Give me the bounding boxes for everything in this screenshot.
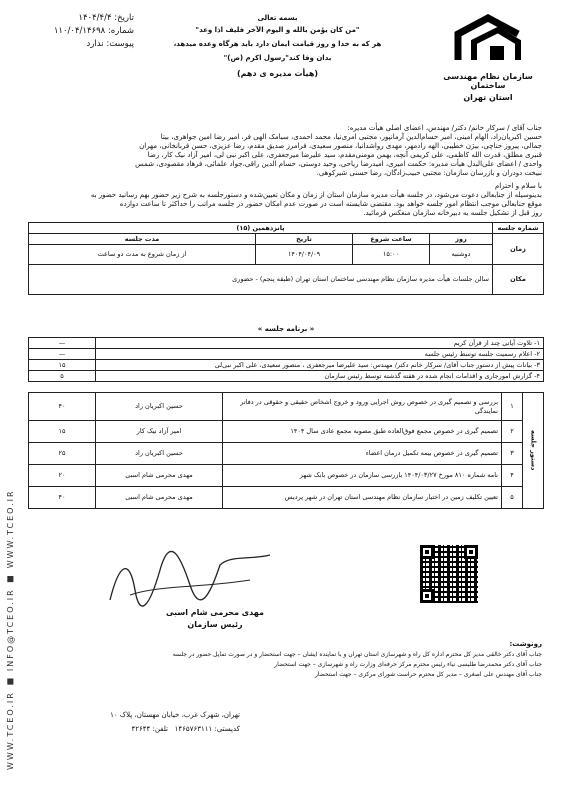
copies-line: جناب آقای دکتر محمدرضا طلیسی نیاء رئیس محترم مرکز حرفه‌ای وزارت راه و شهرسازی – جهت استحضار [274, 661, 542, 668]
header-quote [165, 14, 390, 78]
footer-address: تهران، شهرک غرب، خیابان مهستان، پلاک ۱۰ [110, 711, 240, 719]
date-label-cell: تاریخ [256, 234, 353, 245]
recipients-line: قنبری مطلق، قدرت الله کاظمی، علی کریمی آنچه، بهمن مومنی‌مقدم، سید علیرضا میرجعفری، علی اکبر نبی لی، امیر آزاد نیک کار، رضا [147, 151, 542, 159]
agenda-item-time: ۴۰ [29, 487, 96, 509]
place-value: سالن جلسات هیأت مدیره سازمان نظام مهندسی ساختمان استان تهران (طبقه پنجم) - حضوری [29, 265, 493, 295]
attachment-row [14, 38, 134, 51]
number-label: شماره: [107, 26, 134, 36]
agenda-item-time: ۲۵ [29, 443, 96, 465]
intro-line: روز قبل از تشکیل جلسه به دبیرخانه سازمان منعکس فرمائید. [363, 209, 542, 217]
copies-title: رونوشت: [509, 640, 542, 648]
agenda-item-presenter: مهدی محرمی شام اسبی [96, 487, 223, 509]
copies-line: جناب آقای دکتر خالقی مدیر کل محترم اداره کل راه و شهرسازی استان تهران و با نماینده ایشان – جهت استحضار و در صورت تمایل حضور در جلسه [172, 651, 542, 658]
footer-phone: تلفن: ۴۲۶۴۴ [131, 725, 168, 733]
org-logo-icon [438, 12, 538, 64]
agenda-item-time: ۴۰ [29, 393, 96, 421]
agenda-item-row [29, 487, 544, 509]
agenda-item-time: ۱۵ [29, 421, 96, 443]
agenda-items-table [28, 392, 544, 509]
signature-block [100, 550, 300, 629]
agenda-item-no: ۳ [502, 443, 523, 465]
copies-line: جناب آقای مهندس علی اصغری – مدیر کل محترم حراست شورای مرکزی – جهت استحضار [315, 671, 542, 678]
recipients [30, 124, 542, 178]
number-value: ۱۱۰/۰۴/۱۴۶۹۸ [53, 26, 106, 36]
agenda-item-row [29, 443, 544, 465]
quote-arabic: "من کان یؤمن بالله و الیوم الآخر فلیف اذا وعد" [195, 26, 360, 34]
agenda-item-presenter: حسین اکبریان راد [96, 443, 223, 465]
website-strip: WWW.TCEO.IR ■ INFO@TCEO.IR ■ WWW.TCEO.IR [6, 489, 15, 770]
agenda-item-presenter: مهدی محرمی شام اسبی [96, 465, 223, 487]
date-value-cell: ۱۴۰۴/۰۴/۰۹ [256, 245, 353, 265]
bismillah: بسمه تعالی [257, 14, 298, 22]
intro-line: بدینوسیله از جنابعالی دعوت می‌شود، در جلسه هیأت مدیره سازمان استان از زمان و مکان تعیین‌شده و دستورجلسه به شرح زیر حضور بهم رسانید حضور به [90, 191, 542, 199]
session-no-label: شماره جلسه [493, 223, 544, 234]
recipients-line: جمالی، پیروز حناچی، بیژن خطیبی، الهه رادمهر، مهدی رواشدانیا، منصور سعیدی، فرامرز صدیق مقدم، رضا عزیزی، حسن فربانخانی، مهران [139, 142, 542, 150]
agenda-item-row [29, 421, 544, 443]
agenda-item-time: ۲۰ [29, 465, 96, 487]
agenda-item-text: بررسی و تصمیم گیری در خصوص روش اجرایی ورود و خروج اشخاص حقیقی و حقوقی در دفاتر نمایندگی [223, 393, 502, 421]
attachment-label: پیوست: [106, 39, 134, 49]
agenda-item-no: ۴ [502, 465, 523, 487]
quote-attribution: بدان وفا کند"رسول اکرم (ص)" [223, 54, 332, 62]
org-name: سازمان نظام مهندسی ساختمان [443, 72, 533, 90]
meeting-table [28, 222, 544, 295]
day-value: دوشنبه [430, 245, 493, 265]
intro [30, 182, 542, 218]
greeting: با سلام و احترام [494, 182, 542, 190]
signer-title: رئیس سازمان [187, 620, 243, 629]
intro-line: موقع جنابعالی موجب انتظام امور جلسه خواهد بود. مقتضی شایسته است در صورت عدم امکان حضور در جلسه مراتب را حداکثر تا ساعت دوازده [119, 200, 542, 208]
place-label: مکان [493, 265, 544, 295]
quote-translation: هر که به خدا و روز قیامت ایمان دارد باید هرگاه وعده میدهد، [173, 40, 382, 48]
agenda-general-row [29, 360, 544, 371]
recipients-line: حسین اکبریان‌راد، الهام امینی، امیر حسام‌الدین آرمانپور، مجتبی امری‌نیا، محمد احمدی، سیامک الهی فر، امیر رضا امین جواهری، بیتا [160, 133, 542, 141]
start-value: ۱۵:۰۰ [353, 245, 430, 265]
agenda-item-no: ۵ [502, 487, 523, 509]
recipients-line: نبیخت دودران و بازرسان سازمان: مجتبی حبیب‌زادگان، رضا حسنی شیرکوهی. [316, 169, 542, 177]
date-value: ۱۴۰۴/۴/۴ [78, 13, 112, 23]
agenda-item-text: تعیین تکلیف زمین در اختیار سازمان نظام مهندسی استان تهران در شهر پردیس [223, 487, 502, 509]
agenda-general-row [29, 371, 544, 382]
agenda-general-row [29, 349, 544, 360]
start-label: ساعت شروع [353, 234, 430, 245]
footer-contact [80, 722, 240, 736]
attachment-value: ندارد [86, 39, 104, 49]
number-row [14, 25, 134, 38]
copies [30, 640, 542, 679]
agenda-title: « برنامه جلسه » [257, 325, 315, 333]
duration-label: مدت جلسه [29, 234, 256, 245]
session-no-value: پانزدهمین (۱۵) [29, 223, 493, 234]
signer-name: مهدی محرمی شام اسبی [166, 608, 264, 617]
agenda-item-presenter: امیر آزاد نیک کار [96, 421, 223, 443]
agenda-item-no: ۲ [502, 421, 523, 443]
agenda-item-row [29, 393, 544, 421]
recipients-line: واحدی / اعضای علی‌البدل هیأت مدیره: حکمت امیری، امیدرضا ریاحی، وحید دوستی، حسام الدین راقی،جواد علمائی، فرهاد مقصودی، شمس [135, 160, 542, 168]
date-row [14, 12, 134, 25]
agenda-item-text: نامه شماره ۸۱۰ مورخ ۱۴۰۴/۰۳/۲۷ بازرسی سازمان در خصوص بانک شهر [223, 465, 502, 487]
agenda-general-table [28, 337, 544, 382]
qr-code [420, 545, 478, 603]
agenda-item-no: ۱ [502, 393, 523, 421]
org-province: استان تهران [463, 93, 513, 102]
session-title: (هیأت مدیره ی دهم) [236, 69, 319, 78]
agenda-section-label: دستور جلسه [523, 393, 544, 509]
agenda-general-time: ۱۵ [29, 360, 96, 371]
footer-postal: کدپستی: ۱۴۶۵۷۶۳۱۱۱ [174, 725, 240, 733]
signature-scribble [100, 550, 280, 610]
footer [80, 708, 240, 736]
agenda-item-presenter: حسین اکبریان راد [96, 393, 223, 421]
time-label: زمان [493, 234, 544, 265]
day-label: روز [430, 234, 493, 245]
agenda-general-text: ۴- گزارش امورجاری و اقدامات انجام شده در هفته گذشته توسط رئیس سازمان [96, 371, 544, 382]
agenda-general-time: — [29, 338, 96, 349]
letter-meta [14, 12, 134, 51]
agenda-general-row [29, 338, 544, 349]
agenda-item-text: تصمیم گیری در خصوص بیمه تکمیل درمان اعضاء [223, 443, 502, 465]
recipients-line: جناب آقای / سرکار خانم/ دکتر/ مهندس، اعضای اصلی هیأت مدیره: [347, 124, 542, 132]
agenda-general-text: ۳- بیانات پیش از دستور جناب آقای/ سرکار خانم دکتر/ مهندس: سید علیرضا میرجعفری ، منصور سعیدی، علی اکبر نبی‌لی [96, 360, 544, 371]
agenda-item-row [29, 465, 544, 487]
org-logo [438, 12, 538, 102]
agenda-general-time: ۵ [29, 371, 96, 382]
agenda-general-time: — [29, 349, 96, 360]
agenda-item-text: تصمیم گیری در خصوص مجمع فوق‌العاده طبق مصوبه مجمع عادی سال ۱۴۰۴ [223, 421, 502, 443]
agenda-general-text: ۱- تلاوت آیاتی چند از قرآن کریم [96, 338, 544, 349]
agenda-general-text: ۲- اعلام رسمیت جلسه توسط رئیس جلسه [96, 349, 544, 360]
date-label: تاریخ: [114, 13, 134, 23]
duration-value: از زمان شروع به مدت دو ساعت [29, 245, 256, 265]
